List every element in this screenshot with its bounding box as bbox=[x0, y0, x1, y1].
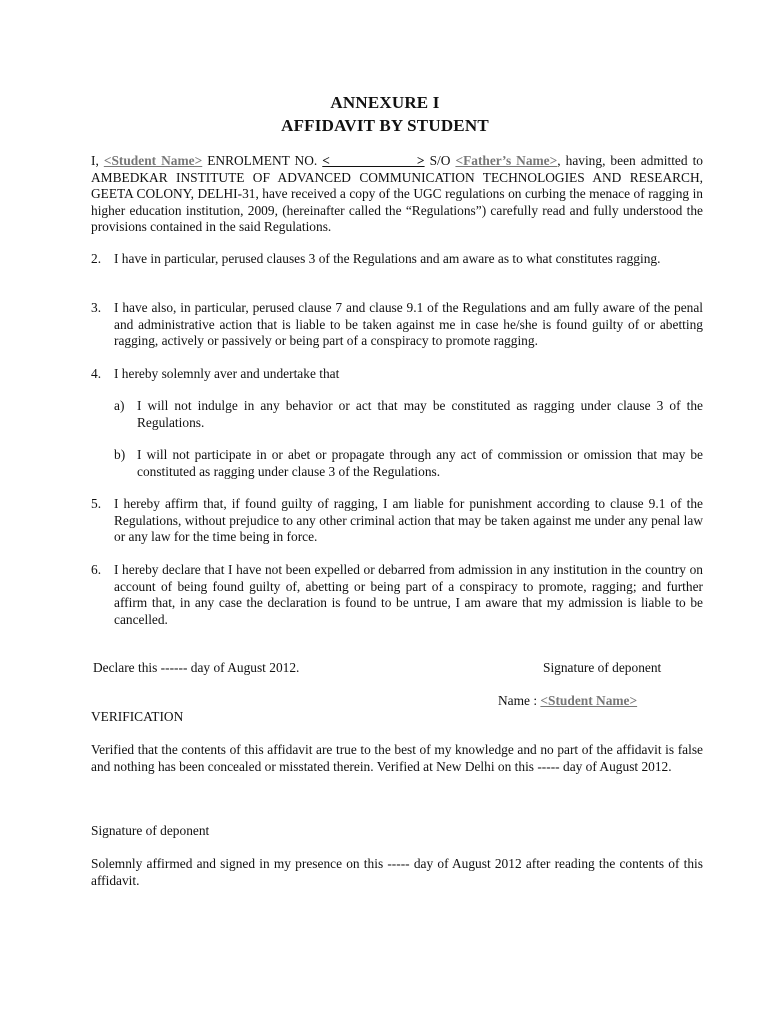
item-text: I hereby solemnly aver and undertake that bbox=[114, 366, 340, 381]
subitem-label: a) bbox=[114, 398, 125, 413]
item-number: 4. bbox=[91, 366, 102, 381]
item-number: 6. bbox=[91, 562, 102, 577]
affirmed-text: Solemnly affirmed and signed in my presence on this ----- day of August 2012 after reading the contents of this affidavit. bbox=[91, 856, 703, 888]
item-number: 3. bbox=[91, 300, 102, 315]
item-text: I hereby affirm that, if found guilty of ragging, I am liable for punishment according to clause 9.1 of the Regulations, without prejudice to any other criminal action that may be taken against me under any penal law or any law for the time being in force. bbox=[114, 496, 703, 544]
intro-text-3: S/O bbox=[424, 153, 456, 168]
father-name-placeholder[interactable]: <Father’s Name> bbox=[455, 153, 558, 168]
item-number: 5. bbox=[91, 496, 102, 511]
item-text: I hereby declare that I have not been expelled or debarred from admission in any institution in the country on account of being found guilty of, abetting or being part of a conspiracy to promote, ragging; and further affirm that, in any case the declaration is found to be untrue, I am aware that my admission is liable to be cancelled. bbox=[114, 562, 703, 627]
verification-signature-label: Signature of deponent bbox=[91, 823, 210, 838]
verification-heading: VERIFICATION bbox=[91, 709, 184, 724]
item-text: I have in particular, perused clauses 3 of the Regulations and am aware as to what constitutes ragging. bbox=[114, 251, 661, 266]
enrolment-no-placeholder[interactable]: <_____________> bbox=[322, 153, 425, 168]
intro-paragraph bbox=[91, 153, 703, 236]
item-number: 2. bbox=[91, 251, 102, 266]
verification-text: Verified that the contents of this affidavit are true to the best of my knowledge and no part of the affidavit is false and nothing has been concealed or misstated therein. Verified at New Delhi on this ----- day of August 2012. bbox=[91, 742, 703, 774]
subitem-text: I will not indulge in any behavior or act that may be constituted as ragging under clause 3 of the Regulations. bbox=[137, 398, 703, 430]
declare-line: Declare this ------ day of August 2012. bbox=[93, 660, 300, 675]
signature-of-deponent-label: Signature of deponent bbox=[543, 660, 662, 675]
subitem-label: b) bbox=[114, 447, 126, 462]
item-text: I have also, in particular, perused clause 7 and clause 9.1 of the Regulations and am fully aware of the penal and administrative action that is liable to be taken against me in case he/she is found guilty of or abetting ragging, actively or passively or being part of a conspiracy to promote ragging. bbox=[114, 300, 703, 348]
intro-text-2: ENROLMENT NO. bbox=[202, 153, 323, 168]
name-label: Name : bbox=[498, 693, 541, 708]
affidavit-title: AFFIDAVIT BY STUDENT bbox=[281, 116, 489, 135]
annexure-title: ANNEXURE I bbox=[330, 93, 440, 112]
subitem-text: I will not participate in or abet or propagate through any act of commission or omission that may be constituted as ragging under clause 3 of the Regulations. bbox=[137, 447, 703, 479]
name-student-placeholder[interactable]: <Student Name> bbox=[540, 693, 638, 708]
intro-text-4: , having, been admitted to AMBEDKAR INSTITUTE OF ADVANCED COMMUNICATION TECHNOLOGIES AND RESEARCH, GEETA COLONY, DELHI-31, have received a copy of the UGC regulations on curbing the menace of ragging in higher education institution, 2009, (hereinafter called the “Regulations”) carefully read and fully understood the provisions contained in the said Regulations. bbox=[91, 153, 703, 234]
student-name-placeholder[interactable]: <Student Name> bbox=[103, 153, 203, 168]
intro-text-1: I, bbox=[91, 153, 104, 168]
name-line bbox=[498, 693, 637, 710]
